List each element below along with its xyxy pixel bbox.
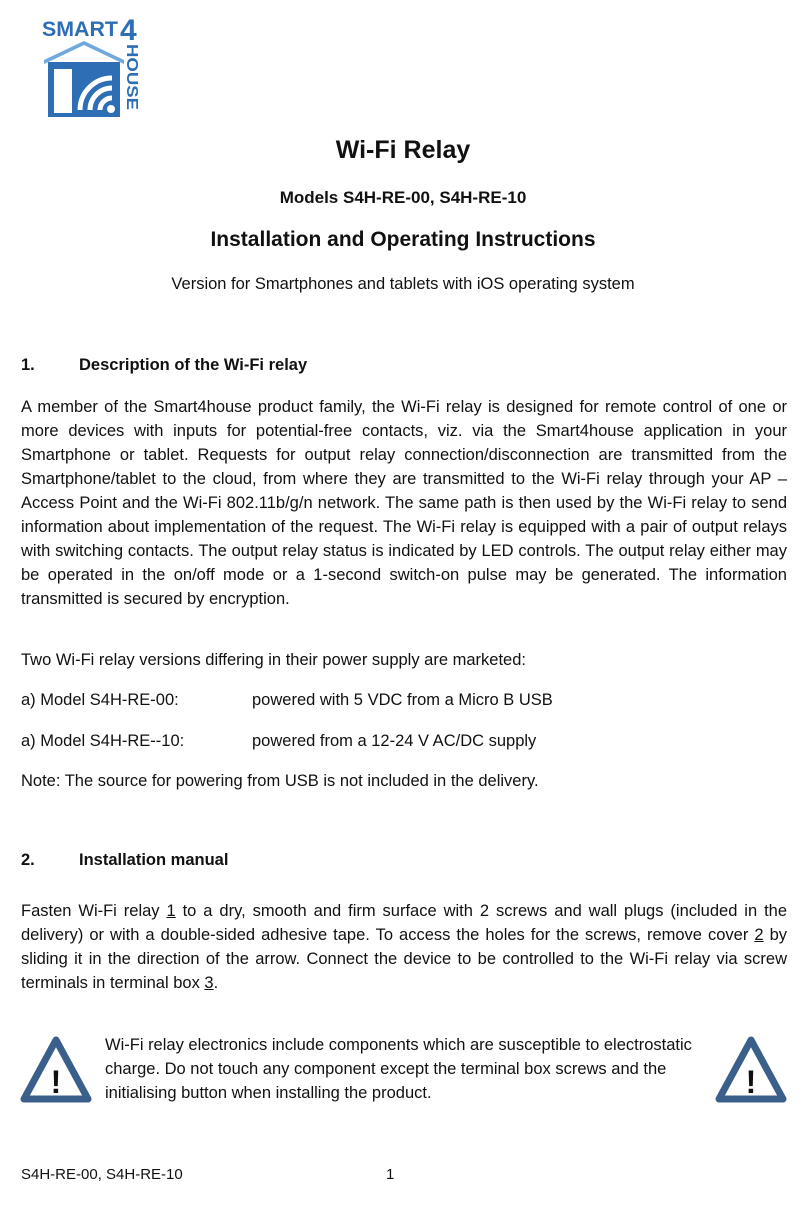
warning-right-symbol: ! bbox=[745, 1064, 757, 1100]
smart4house-logo bbox=[40, 14, 144, 120]
section2-text-4: . bbox=[213, 974, 219, 992]
model-b-label: a) Model S4H-RE--10: bbox=[21, 732, 185, 750]
model-a-value: powered with 5 VDC from a Micro B USB bbox=[252, 691, 553, 709]
section1-number: 1. bbox=[21, 356, 35, 374]
model-b-row bbox=[21, 732, 536, 751]
section2-text-1: Fasten Wi-Fi relay bbox=[21, 902, 167, 920]
document-title: Wi-Fi Relay bbox=[335, 136, 471, 164]
section1-paragraph: A member of the Smart4house product family, the Wi-Fi relay is designed for remote control of one or more devices with inputs for potential-free contacts, viz. via the Smart4house application in your Smartphone or tablet. Requests for output relay connection/disconnection are transmitted from the Smartphone/tablet to the cloud, from where they are transmitted to the Wi-Fi relay through your AP – Access Point and the Wi-Fi 802.11b/g/n network. The same path is then used by the Wi-Fi relay to send information about implementation of the request. The Wi-Fi relay is equipped with a pair of output relays with switching contacts. The output relay status is indicated by LED controls. The output relay either may be operated in the on/off mode or a 1-second switch-on pulse may be generated. The information transmitted is secured by encryption. bbox=[21, 398, 787, 608]
footer-models: S4H-RE-00, S4H-RE-10 bbox=[21, 1166, 183, 1183]
usb-note: Note: The source for powering from USB is not included in the delivery. bbox=[21, 772, 539, 790]
ref-1: 1 bbox=[166, 902, 176, 920]
section2-heading-text: Installation manual bbox=[79, 851, 229, 869]
section2-text-3: by sliding it in the direction of the arrow. Connect the device to be controlled to the Wi-Fi relay via screw terminals in terminal box bbox=[21, 926, 788, 992]
logo-smart-text: SMART bbox=[42, 18, 119, 41]
section2-number: 2. bbox=[21, 851, 35, 869]
section2-heading bbox=[21, 851, 228, 870]
ref-3: 3 bbox=[204, 974, 214, 992]
version-line: Version for Smartphones and tablets with iOS operating system bbox=[171, 275, 635, 293]
warning-left-icon bbox=[20, 1036, 92, 1104]
model-b-value: powered from a 12-24 V AC/DC supply bbox=[252, 732, 537, 750]
versions-intro: Two Wi-Fi relay versions differing in their power supply are marketed: bbox=[21, 651, 526, 669]
logo-house-text: HOUSE bbox=[123, 44, 140, 101]
section2-text-2: to a dry, smooth and firm surface with 2 screws and wall plugs (included in the delivery) or with a double-sided adhesive tape. To access the holes for the screws, remove cover bbox=[21, 902, 788, 944]
instructions-title: Installation and Operating Instructions bbox=[210, 228, 596, 251]
ref-2: 2 bbox=[754, 926, 764, 944]
house-wifi-icon bbox=[44, 41, 124, 117]
logo-4-text: 4 bbox=[120, 14, 137, 47]
section1-heading bbox=[21, 356, 307, 375]
model-a-row bbox=[21, 691, 553, 710]
warning-right-icon bbox=[715, 1036, 787, 1104]
model-a-label: a) Model S4H-RE-00: bbox=[21, 691, 179, 709]
warning-left-symbol: ! bbox=[50, 1064, 62, 1100]
page-number: 1 bbox=[386, 1166, 395, 1183]
section1-heading-text: Description of the Wi-Fi relay bbox=[79, 356, 308, 374]
warning-text: Wi-Fi relay electronics include components which are susceptible to electrostatic charge. Do not touch any component except the terminal box screws and the initialising button when installing the product. bbox=[105, 1036, 692, 1102]
models-subtitle: Models S4H-RE-00, S4H-RE-10 bbox=[279, 188, 527, 207]
section2-paragraph bbox=[21, 899, 787, 995]
